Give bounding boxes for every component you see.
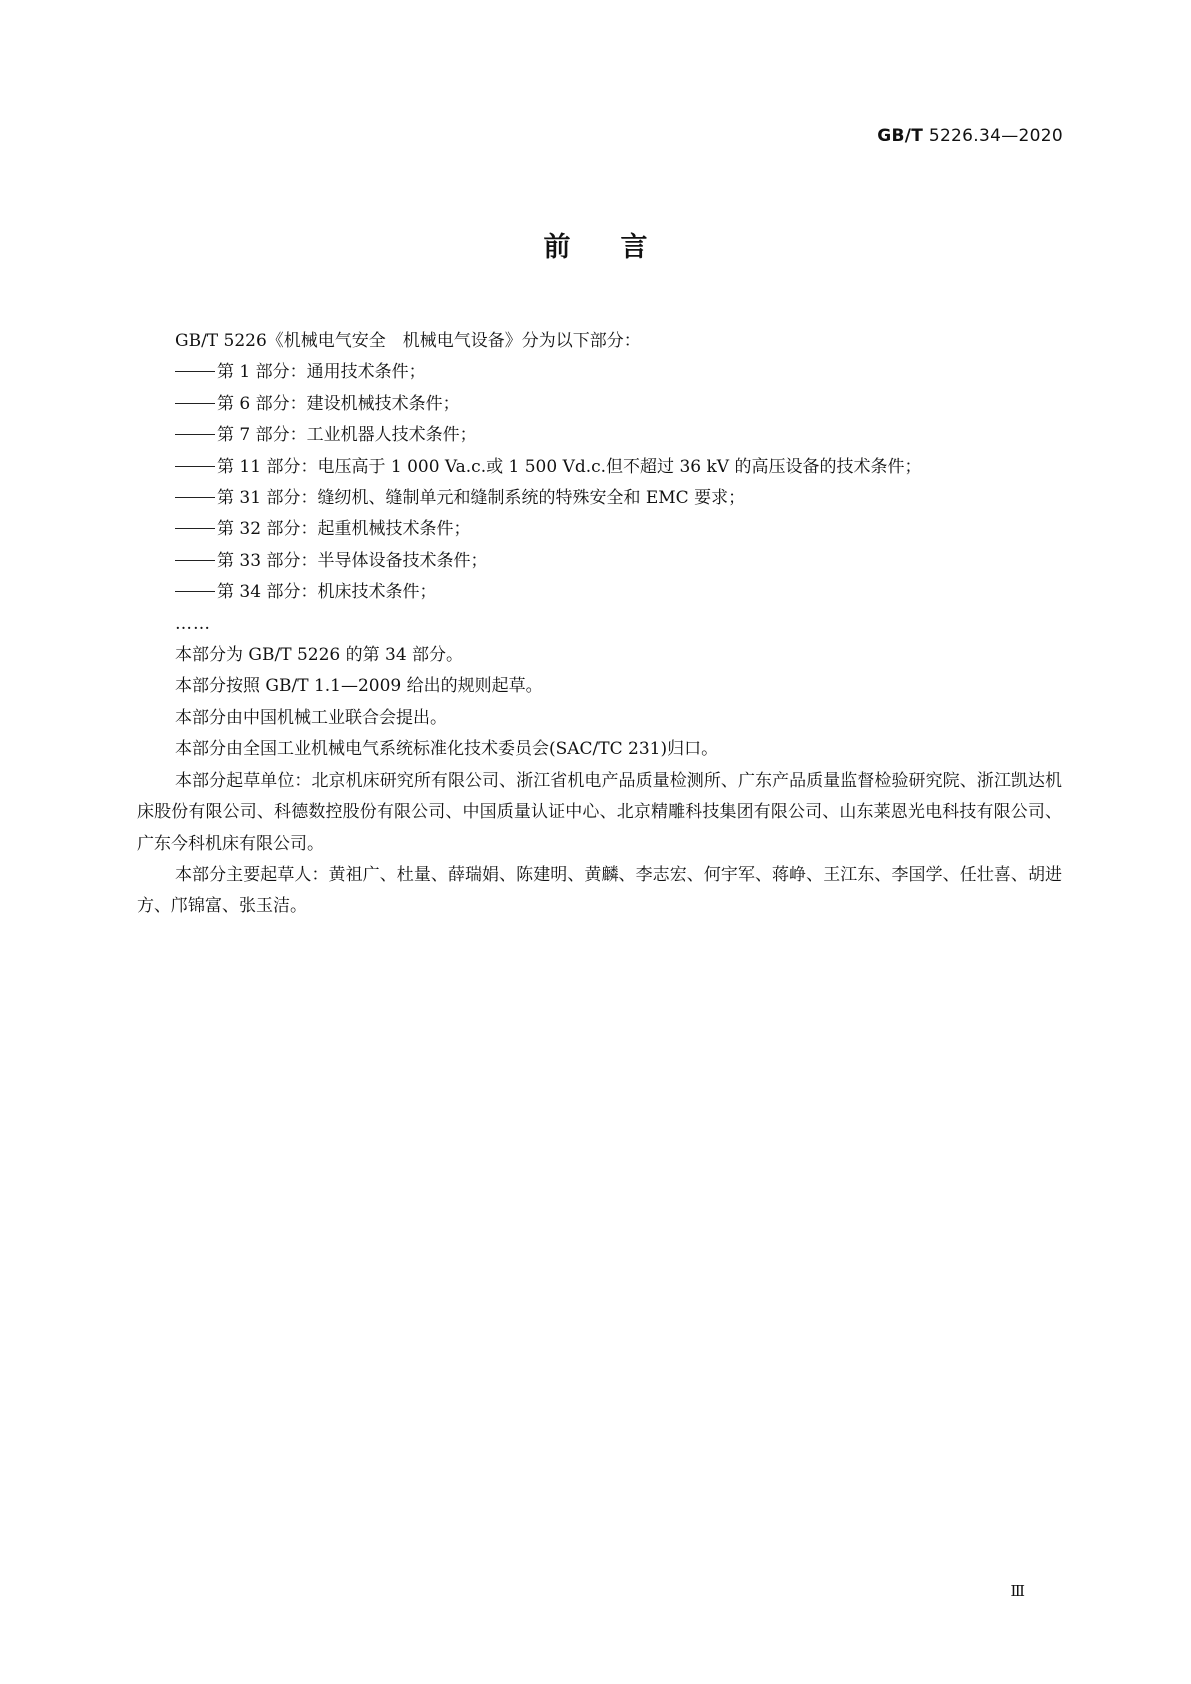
intro-paragraph: GB/T 5226《机械电气安全 机械电气设备》分为以下部分： (175, 331, 641, 351)
paragraph-part-number: 本部分为 GB/T 5226 的第 34 部分。 (175, 645, 464, 666)
paragraph-proposer: 本部分由中国机械工业联合会提出。 (175, 707, 447, 728)
page-title: 前言 (543, 232, 698, 263)
paragraph-drafting-units: 本部分起草单位：北京机床研究所有限公司、浙江省机电产品质量检测所、广东产品质量监督检验研究院、浙江凯达机床股份有限公司、科德数控股份有限公司、中国质量认证中心、北京精雕科技集团有限公司、山东莱恩光电科技有限公司、广东今科机床有限公司。 (137, 770, 1062, 854)
part-list-item: 第 11 部分：电压高于 1 000 Va.c.或 1 500 Vd.c.但不超过 36 kV 的高压设备的技术条件； (137, 452, 1062, 483)
part-list-item: 第 32 部分：起重机械技术条件； (137, 514, 1062, 545)
dash-mark (175, 403, 215, 404)
foreword-body (137, 326, 1062, 923)
dash-mark (175, 560, 215, 561)
part-list-item: 第 6 部分：建设机械技术条件； (137, 389, 1062, 420)
dash-mark (175, 466, 215, 467)
paragraph-drafters: 本部分主要起草人：黄祖广、杜量、薛瑞娟、陈建明、黄麟、李志宏、何宇军、蒋峥、王江东、李国学、任壮喜、胡进方、邝锦富、张玉洁。 (137, 864, 1062, 917)
part-list-item: 第 1 部分：通用技术条件； (137, 357, 1062, 388)
part-list-item: 第 33 部分：半导体设备技术条件； (137, 546, 1062, 577)
standard-code: 5226.34—2020 (928, 126, 1063, 146)
page-number: Ⅲ (1010, 1582, 1025, 1600)
paragraph-drafting-rules: 本部分按照 GB/T 1.1—2009 给出的规则起草。 (175, 676, 543, 697)
dash-mark (175, 497, 215, 498)
dash-mark (175, 591, 215, 592)
part-list-item: 第 7 部分：工业机器人技术条件； (137, 420, 1062, 451)
paragraph-committee: 本部分由全国工业机械电气系统标准化技术委员会(SAC/TC 231)归口。 (175, 739, 719, 760)
part-list-item: 第 34 部分：机床技术条件； (137, 577, 1062, 608)
part-list-item: 第 31 部分：缝纫机、缝制单元和缝制系统的特殊安全和 EMC 要求； (137, 483, 1062, 514)
standard-prefix: GB/T (877, 126, 924, 146)
list-ellipsis: …… (175, 613, 211, 634)
standard-number-header (877, 126, 1063, 146)
dash-mark (175, 434, 215, 435)
dash-mark (175, 371, 215, 372)
dash-mark (175, 528, 215, 529)
